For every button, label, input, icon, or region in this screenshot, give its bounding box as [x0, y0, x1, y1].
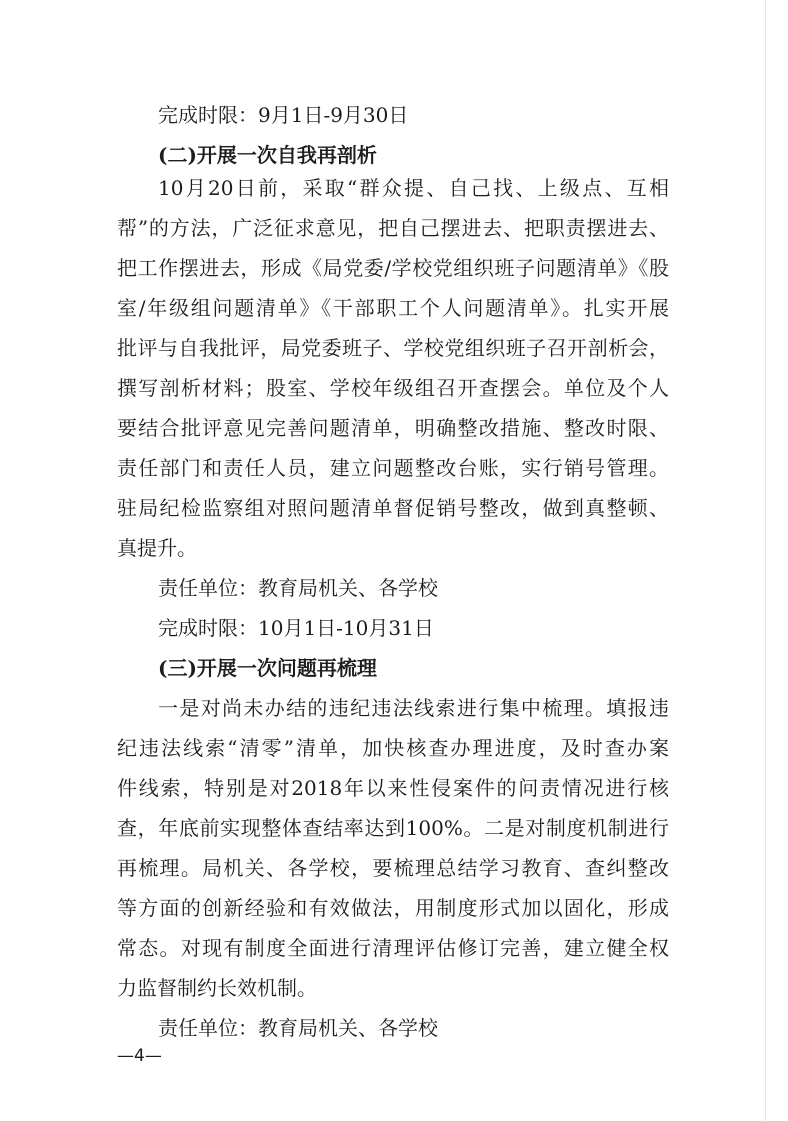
paragraph-line: 责任部门和责任人员，建立问题整改台账，实行销号管理。: [117, 456, 669, 480]
paragraph-line: 驻局纪检监察组对照问题清单督促销号整改，做到真整顿、: [117, 496, 669, 520]
paragraph-line: 常态。对现有制度全面进行清理评估修订完善，建立健全权: [117, 936, 669, 960]
paragraph-line: 撰写剖析材料；股室、学校年级组召开查摆会。单位及个人: [117, 376, 669, 400]
responsible-unit-line-2: 责任单位：教育局机关、各学校: [158, 576, 438, 600]
responsible-unit-line-3: 责任单位：教育局机关、各学校: [158, 1016, 438, 1040]
paragraph-line: 件线索，特别是对2018年以来性侵案件的问责情况进行核: [117, 776, 669, 800]
paragraph-line: 室/年级组问题清单》《干部职工个人问题清单》。扎实开展: [117, 296, 669, 320]
scan-edge-line: [765, 0, 766, 1121]
paragraph-line: 真提升。: [117, 536, 197, 560]
paragraph-line: 要结合批评意见完善问题清单，明确整改措施、整改时限、: [117, 416, 669, 440]
paragraph-line: 力监督制约长效机制。: [117, 976, 317, 1000]
deadline-line-2: 完成时限：10月1日-10月31日: [158, 616, 434, 640]
paragraph-line: 一是对尚未办结的违纪违法线索进行集中梳理。填报违: [158, 696, 669, 720]
section-heading-3: (三)开展一次问题再梳理: [158, 656, 377, 680]
paragraph-line: 查，年底前实现整体查结率达到100%。二是对制度机制进行: [117, 816, 669, 840]
paragraph-line: 帮”的方法，广泛征求意见，把自己摆进去、把职责摆进去、: [117, 216, 669, 240]
paragraph-line: 等方面的创新经验和有效做法，用制度形式加以固化，形成: [117, 896, 669, 920]
paragraph-line: 10月20日前，采取“群众提、自己找、上级点、互相: [158, 176, 669, 200]
section-heading-2: (二)开展一次自我再剖析: [158, 143, 377, 167]
paragraph-line: 再梳理。局机关、各学校，要梳理总结学习教育、查纠整改: [117, 856, 669, 880]
deadline-line-1: 完成时限：9月1日-9月30日: [158, 103, 409, 127]
page-number: —4—: [117, 1046, 162, 1066]
paragraph-line: 纪违法线索“清零”清单，加快核查办理进度，及时查办案: [117, 736, 669, 760]
paragraph-line: 批评与自我批评，局党委班子、学校党组织班子召开剖析会，: [117, 336, 669, 360]
paragraph-line: 把工作摆进去，形成《局党委/学校党组织班子问题清单》《股: [117, 256, 669, 280]
